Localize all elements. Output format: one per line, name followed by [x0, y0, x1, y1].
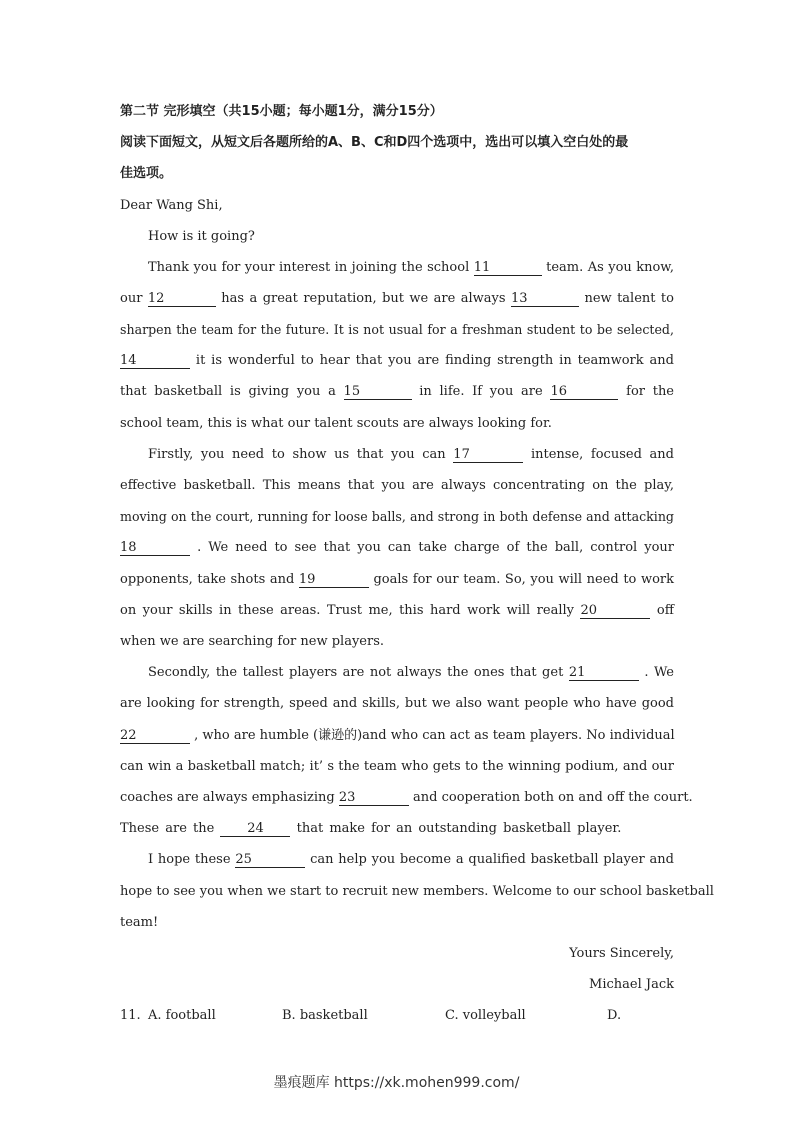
- text: can help you become a qualified basketball player and: [310, 852, 674, 867]
- blank-21: 21: [569, 666, 639, 681]
- text: our: [120, 291, 143, 306]
- p4-line-2: hope to see you when we start to recruit new members. Welcome to our school basketball: [120, 884, 714, 899]
- p4-line-3: team!: [120, 915, 159, 930]
- text: it is wonderful to hear that you are finding strength in teamwork and: [195, 353, 674, 368]
- text: These are the: [120, 821, 215, 836]
- p2-line-5: [120, 572, 674, 588]
- p1-line-1: [148, 260, 674, 276]
- p3-line-2: are looking for strength, speed and skills, but we also want people who have good: [120, 696, 674, 711]
- blank-25: 25: [235, 853, 305, 868]
- text: team. As you know,: [546, 260, 675, 275]
- text: on your skills in these areas. Trust me, this hard work will really: [120, 603, 574, 618]
- text: Thank you for your interest in joining the school: [148, 260, 470, 275]
- p3-line-6: [120, 821, 674, 837]
- text: , who are humble (谦逊的)and who can act as team players. No individual: [194, 728, 675, 743]
- p1-line-6: school team, this is what our talent scouts are always looking for.: [120, 416, 552, 431]
- text: . We need to see that you can take charge of the ball, control your: [197, 540, 674, 555]
- p2-line-3: moving on the court, running for loose balls, and strong in both defense and attacking: [120, 509, 674, 524]
- option-a: A. football: [148, 1008, 216, 1023]
- text: that basketball is giving you a: [120, 384, 336, 399]
- p2-line-1: [148, 447, 674, 463]
- p3-line-3: [120, 728, 674, 744]
- salutation: Dear Wang Shi,: [120, 198, 223, 213]
- text: that make for an outstanding basketball player.: [296, 821, 622, 836]
- blank-11: 11: [474, 261, 542, 276]
- text: I hope these: [148, 852, 231, 867]
- closing: Yours Sincerely,: [569, 946, 674, 961]
- p1-line-3: sharpen the team for the future. It is not usual for a freshman student to be selected,: [120, 322, 674, 337]
- signature: Michael Jack: [589, 977, 674, 992]
- question-11-number: 11.: [120, 1008, 141, 1023]
- p3-line-1: [148, 665, 674, 681]
- greeting: How is it going?: [148, 229, 255, 244]
- text: off: [656, 603, 674, 618]
- option-c: C. volleyball: [445, 1008, 526, 1023]
- text: in life. If you are: [419, 384, 543, 399]
- text: goals for our team. So, you will need to work: [373, 572, 675, 587]
- instruction-line-1: 阅读下面短文，从短文后各题所给的A、B、C和D四个选项中，选出可以填入空白处的最: [120, 135, 629, 150]
- p2-line-7: when we are searching for new players.: [120, 634, 385, 649]
- instruction-line-2: 佳选项。: [120, 166, 173, 181]
- text: Secondly, the tallest players are not always the ones that get: [148, 665, 564, 680]
- blank-14: 14: [120, 354, 190, 369]
- option-b: B. basketball: [282, 1008, 368, 1023]
- blank-23: 23: [339, 791, 409, 806]
- text: for the: [626, 384, 675, 399]
- blank-24: 24: [220, 822, 290, 837]
- text: intense, focused and: [530, 447, 674, 462]
- text: . We: [644, 665, 674, 680]
- blank-20: 20: [580, 604, 650, 619]
- p2-line-2: effective basketball. This means that you are always concentrating on the play,: [120, 478, 674, 493]
- text: coaches are always emphasizing: [120, 790, 335, 805]
- blank-18: 18: [120, 541, 190, 556]
- text: new talent to: [584, 291, 674, 306]
- section-title: 第二节 完形填空（共15小题；每小题1分，满分15分）: [120, 104, 443, 119]
- text: opponents, take shots and: [120, 572, 295, 587]
- footer-watermark: 墨痕题库 https://xk.mohen999.com/: [273, 1075, 520, 1091]
- p1-line-4: [120, 353, 674, 369]
- text: Firstly, you need to show us that you can: [148, 447, 446, 462]
- option-d: D.: [607, 1008, 622, 1023]
- p2-line-6: [120, 603, 674, 619]
- blank-15: 15: [344, 385, 412, 400]
- blank-12: 12: [148, 292, 216, 307]
- blank-22: 22: [120, 729, 190, 744]
- p4-line-1: [148, 852, 674, 868]
- p1-line-2: [120, 291, 674, 307]
- p1-line-5: [120, 384, 674, 400]
- blank-13: 13: [511, 292, 579, 307]
- blank-19: 19: [299, 573, 369, 588]
- text: has a great reputation, but we are always: [221, 291, 506, 306]
- blank-16: 16: [550, 385, 618, 400]
- p3-line-4: can win a basketball match; it’ s the team who gets to the winning podium, and our: [120, 759, 674, 774]
- p3-line-5: [120, 790, 693, 806]
- text: and cooperation both on and off the court.: [413, 790, 693, 805]
- p2-line-4: [120, 540, 674, 556]
- blank-17: 17: [453, 448, 523, 463]
